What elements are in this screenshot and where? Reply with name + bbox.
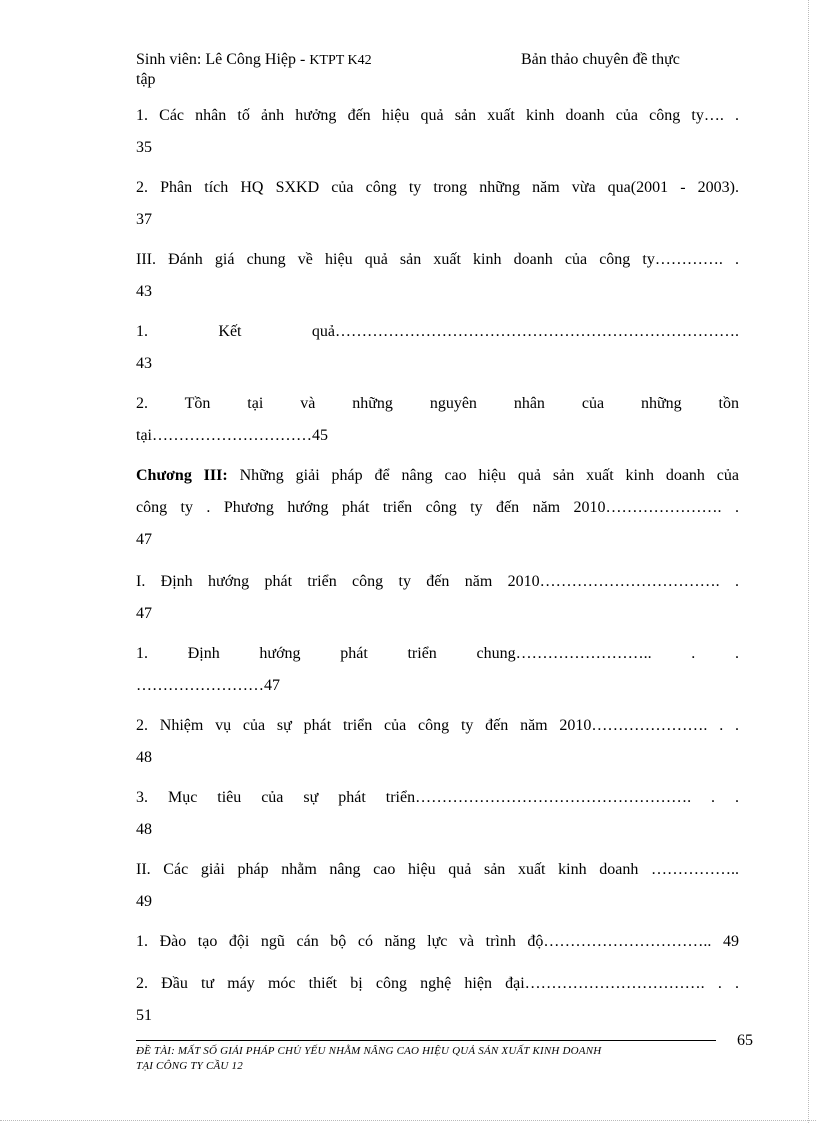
toc-entry-page: 43 — [136, 355, 152, 372]
footer-topic-line1: ĐỀ TÀI: MẤT SỐ GIẢI PHÁP CHỦ YẾU NHẰM NÂNG CAO HIỆU QUẢ SẢN XUẤT KINH DOANH — [136, 1045, 602, 1057]
toc-entry-text: 1. Kết quả…………………………………………………………………. — [136, 323, 739, 340]
toc-entry — [136, 250, 739, 302]
page-edge-right — [808, 0, 809, 1123]
toc-entry-continuation: tại…………………………45 — [136, 427, 328, 444]
header-draft-title-wrap: tập — [136, 71, 156, 88]
toc-entry-page: 48 — [136, 821, 152, 838]
toc-entry — [136, 394, 739, 446]
toc-entry-text: III. Đánh giá chung về hiệu quả sản xuất kinh doanh của công ty…………. . — [136, 251, 739, 268]
toc-entry-text: 1. Đào tạo đội ngũ cán bộ có năng lực và trình độ………………………….. 49 — [136, 933, 739, 950]
toc-entry-page: 48 — [136, 749, 152, 766]
toc-entry-page: 43 — [136, 283, 152, 300]
chapter-title: Những giải pháp để nâng cao hiệu quả sản xuất kinh doanh của — [227, 467, 740, 484]
page-number: 65 — [737, 1032, 753, 1049]
toc-entry — [136, 106, 739, 158]
toc-entry-text: 2. Phân tích HQ SXKD của công ty trong những năm vừa qua(2001 - 2003). — [136, 179, 739, 196]
footer-topic-line2: TẠI CÔNG TY CẦU 12 — [136, 1060, 243, 1072]
toc-entry — [136, 644, 739, 696]
toc-entry-page: 49 — [136, 893, 152, 910]
toc-entry-page: 51 — [136, 1007, 152, 1024]
toc-entry-text: 2. Tồn tại và những nguyên nhân của những tồn — [136, 395, 739, 412]
toc-entry-page: 47 — [136, 531, 152, 548]
toc-entry-text: 3. Mục tiêu của sự phát triển……………………………………………. . . — [136, 789, 739, 806]
header-student-name: Sinh viên: Lê Công Hiệp - — [136, 51, 310, 68]
toc-entry — [136, 860, 739, 912]
page-edge-bottom — [0, 1120, 816, 1121]
toc-entry-text: 2. Nhiệm vụ của sự phát triển của công ty đến năm 2010…………………. . . — [136, 717, 739, 734]
toc-entry — [136, 178, 739, 230]
toc-entry-continuation: ……………………47 — [136, 677, 280, 694]
toc-entry — [136, 322, 739, 374]
toc-entry-text — [136, 466, 739, 486]
header-class: KTPT K42 — [309, 53, 372, 68]
page-footer — [136, 1044, 726, 1074]
toc-entry-text: II. Các giải pháp nhằm nâng cao hiệu quả sản xuất kinh doanh …………….. — [136, 861, 739, 878]
toc-entry-page: 47 — [136, 605, 152, 622]
toc-entry-page: 35 — [136, 139, 152, 156]
toc-entry — [136, 716, 739, 768]
toc-entry-text: 2. Đầu tư máy móc thiết bị công nghệ hiện đại……………………………. . . — [136, 975, 739, 992]
toc-entry-page: 37 — [136, 211, 152, 228]
footer-divider — [136, 1040, 716, 1041]
header-draft-title: Bản thảo chuyên đề thực — [521, 51, 680, 68]
toc-entry — [136, 974, 739, 1026]
toc-entry-chapter — [136, 466, 739, 550]
toc-entry — [136, 788, 739, 840]
toc-entry — [136, 572, 739, 624]
toc-entry-text: 1. Định hướng phát triển chung…………………….. . . — [136, 645, 739, 662]
chapter-label: Chương III: — [136, 467, 228, 484]
toc-entry-text: 1. Các nhân tố ảnh hưởng đến hiệu quả sản xuất kinh doanh của công ty…. . — [136, 107, 739, 124]
toc-entry-text-line2: công ty . Phương hướng phát triển công ty đến năm 2010…………………. . — [136, 499, 739, 516]
header-student — [136, 50, 372, 71]
toc-entry-text: I. Định hướng phát triển công ty đến năm 2010……………………………. . — [136, 573, 739, 590]
toc-entry — [136, 932, 739, 952]
